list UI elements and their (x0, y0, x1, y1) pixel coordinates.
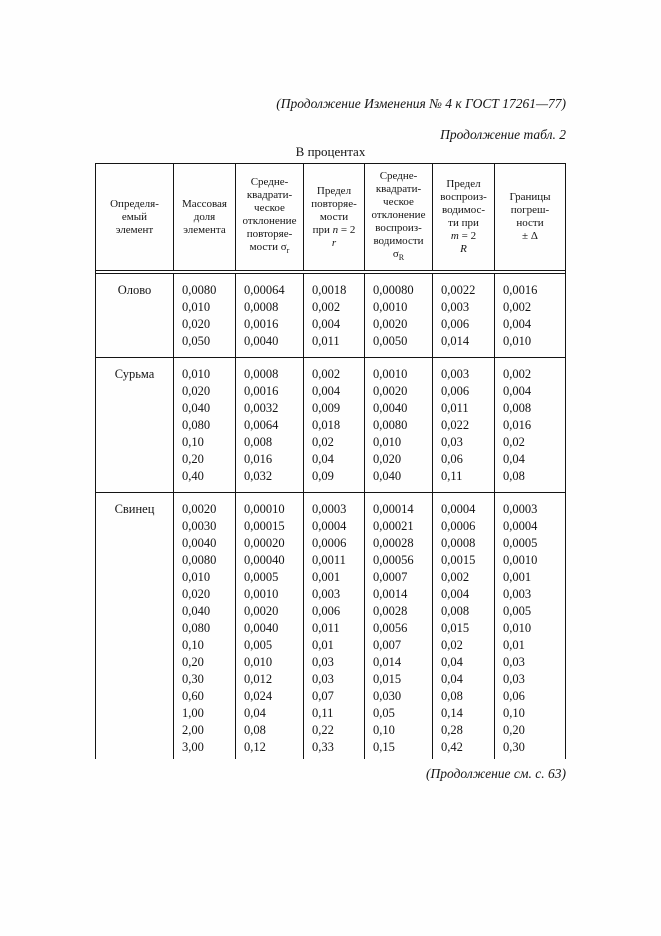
value-cell: 0,006 (312, 604, 341, 618)
value-cell: 0,05 (373, 706, 395, 720)
value-cell: 0,04 (503, 452, 525, 466)
value-cell: 0,024 (244, 689, 273, 703)
values-column-repeatability-limit (304, 274, 365, 357)
value-cell: 0,022 (441, 418, 470, 432)
table-section-olovo (96, 274, 565, 358)
amendment-header-note: (Продолжение Изменения № 4 к ГОСТ 17261—77) (276, 96, 566, 111)
value-cell: 0,003 (441, 367, 470, 381)
value-cell: 0,0016 (503, 283, 538, 297)
table-body (96, 274, 565, 759)
value-cell: 0,10 (373, 723, 395, 737)
value-cell: 0,016 (503, 418, 532, 432)
value-cell: 0,10 (503, 706, 525, 720)
value-cell: 0,004 (503, 384, 532, 398)
value-cell: 0,011 (312, 334, 340, 348)
values-column-mass-fraction (174, 493, 236, 759)
value-cell: 0,00014 (373, 502, 414, 516)
value-cell: 0,11 (312, 706, 334, 720)
value-cell: 0,0020 (373, 317, 408, 331)
values-column-repeatability-sd (236, 493, 304, 759)
value-cell: 0,00021 (373, 519, 414, 533)
value-cell: 0,33 (312, 740, 334, 754)
value-cell: 0,0004 (503, 519, 538, 533)
values-column-mass-fraction (174, 358, 236, 492)
column-header-error-bounds: Границы погреш- ности ± Δ (509, 191, 551, 242)
value-cell: 0,007 (373, 638, 402, 652)
value-cell: 0,003 (312, 587, 341, 601)
value-cell: 0,016 (244, 452, 273, 466)
value-cell: 0,20 (503, 723, 525, 737)
value-cell: 0,006 (441, 384, 470, 398)
value-cell: 0,14 (441, 706, 463, 720)
value-cell: 0,010 (182, 367, 211, 381)
value-cell: 0,002 (503, 300, 532, 314)
value-cell: 0,30 (503, 740, 525, 754)
value-cell: 0,0006 (441, 519, 476, 533)
value-cell: 0,002 (503, 367, 532, 381)
value-cell: 0,0020 (182, 502, 217, 516)
column-header-reproducibility-sd: Средне- квадрати- ческое отклонение воспроиз- водимости $\sigma_R$ (365, 164, 433, 270)
value-cell: 0,018 (312, 418, 341, 432)
value-cell: 0,0010 (373, 300, 408, 314)
values-column-mass-fraction (174, 274, 236, 357)
value-cell: 0,22 (312, 723, 334, 737)
value-cell: 0,03 (503, 655, 525, 669)
value-cell: 0,001 (312, 570, 341, 584)
value-cell: 0,0022 (441, 283, 476, 297)
value-cell: 0,0014 (373, 587, 408, 601)
values-column-reproducibility-sd (365, 274, 433, 357)
value-cell: 0,004 (312, 317, 341, 331)
value-cell: 0,005 (244, 638, 273, 652)
precision-table (95, 163, 566, 759)
value-cell: 0,0032 (244, 401, 279, 415)
value-cell: 0,0007 (373, 570, 408, 584)
value-cell: 0,020 (182, 587, 211, 601)
value-cell: 0,020 (182, 384, 211, 398)
value-cell: 0,01 (312, 638, 334, 652)
values-column-reproducibility-sd (365, 493, 433, 759)
value-cell: 3,00 (182, 740, 204, 754)
value-cell: 0,06 (503, 689, 525, 703)
value-cell: 0,08 (503, 469, 525, 483)
value-cell: 0,010 (503, 621, 532, 635)
element-name: Свинец (96, 493, 174, 759)
values-column-error-bounds (495, 274, 565, 357)
element-name: Сурьма (96, 358, 174, 492)
value-cell: 0,030 (373, 689, 402, 703)
column-header-reproducibility-limit: Предел воспроиз- водимос- ти при m = 2 R (433, 164, 495, 270)
value-cell: 2,00 (182, 723, 204, 737)
value-cell: 0,07 (312, 689, 334, 703)
value-cell: 0,011 (441, 401, 469, 415)
value-cell: 0,050 (182, 334, 211, 348)
value-cell: 0,0010 (244, 587, 279, 601)
value-cell: 0,004 (503, 317, 532, 331)
value-cell: 0,02 (441, 638, 463, 652)
value-cell: 0,03 (312, 672, 334, 686)
value-cell: 0,0040 (373, 401, 408, 415)
value-cell: 0,080 (182, 621, 211, 635)
value-cell: 0,11 (441, 469, 463, 483)
value-cell: 0,08 (244, 723, 266, 737)
value-cell: 0,0010 (373, 367, 408, 381)
value-cell: 0,015 (373, 672, 402, 686)
value-cell: 0,0004 (312, 519, 347, 533)
value-cell: 0,04 (441, 655, 463, 669)
value-cell: 0,002 (312, 367, 341, 381)
value-cell: 0,020 (373, 452, 402, 466)
value-cell: 0,15 (373, 740, 395, 754)
value-cell: 0,01 (503, 638, 525, 652)
value-cell: 0,003 (441, 300, 470, 314)
values-column-error-bounds (495, 493, 565, 759)
table-continuation-caption: Продолжение табл. 2 (440, 127, 566, 142)
values-column-error-bounds (495, 358, 565, 492)
value-cell: 0,004 (441, 587, 470, 601)
column-header-element: Определя- емый элемент (96, 164, 174, 270)
value-cell: 0,0005 (503, 536, 538, 550)
table-section-surma (96, 358, 565, 493)
value-cell: 0,0040 (182, 536, 217, 550)
value-cell: 0,03 (441, 435, 463, 449)
values-column-repeatability-sd (236, 274, 304, 357)
value-cell: 0,03 (503, 672, 525, 686)
value-cell: 0,00080 (373, 283, 414, 297)
value-cell: 0,00056 (373, 553, 414, 567)
units-label: В процентах (295, 144, 366, 159)
value-cell: 0,011 (312, 621, 340, 635)
values-column-repeatability-limit (304, 493, 365, 759)
value-cell: 0,0011 (312, 553, 346, 567)
value-cell: 0,0040 (244, 334, 279, 348)
value-cell: 0,08 (441, 689, 463, 703)
value-cell: 0,10 (182, 435, 204, 449)
value-cell: 0,0003 (312, 502, 347, 516)
values-column-reproducibility-limit (433, 493, 495, 759)
value-cell: 0,001 (503, 570, 532, 584)
values-column-repeatability-sd (236, 358, 304, 492)
value-cell: 0,0006 (312, 536, 347, 550)
value-cell: 0,0050 (373, 334, 408, 348)
value-cell: 0,032 (244, 469, 273, 483)
value-cell: 0,008 (244, 435, 273, 449)
value-cell: 0,02 (503, 435, 525, 449)
value-cell: 0,0080 (182, 283, 217, 297)
value-cell: 0,00028 (373, 536, 414, 550)
value-cell: 0,0008 (244, 300, 279, 314)
value-cell: 0,080 (182, 418, 211, 432)
value-cell: 0,04 (312, 452, 334, 466)
value-cell: 0,004 (312, 384, 341, 398)
value-cell: 0,010 (373, 435, 402, 449)
value-cell: 0,005 (503, 604, 532, 618)
value-cell: 0,0010 (503, 553, 538, 567)
values-column-reproducibility-limit (433, 358, 495, 492)
value-cell: 0,012 (244, 672, 273, 686)
value-cell: 0,09 (312, 469, 334, 483)
value-cell: 0,0008 (244, 367, 279, 381)
value-cell: 0,015 (441, 621, 470, 635)
value-cell: 0,60 (182, 689, 204, 703)
value-cell: 0,002 (312, 300, 341, 314)
value-cell: 0,0056 (373, 621, 408, 635)
value-cell: 0,040 (373, 469, 402, 483)
value-cell: 0,0080 (373, 418, 408, 432)
value-cell: 0,28 (441, 723, 463, 737)
value-cell: 0,0015 (441, 553, 476, 567)
value-cell: 0,0080 (182, 553, 217, 567)
value-cell: 0,014 (441, 334, 470, 348)
value-cell: 0,06 (441, 452, 463, 466)
value-cell: 0,02 (312, 435, 334, 449)
value-cell: 0,00020 (244, 536, 285, 550)
value-cell: 0,0008 (441, 536, 476, 550)
value-cell: 0,10 (182, 638, 204, 652)
value-cell: 0,020 (182, 317, 211, 331)
value-cell: 0,0016 (244, 384, 279, 398)
value-cell: 0,0004 (441, 502, 476, 516)
value-cell: 0,20 (182, 452, 204, 466)
value-cell: 0,003 (503, 587, 532, 601)
value-cell: 0,20 (182, 655, 204, 669)
continuation-footer-note: (Продолжение см. с. 63) (426, 766, 566, 781)
value-cell: 0,010 (244, 655, 273, 669)
column-header-repeatability-limit: Предел повторяе- мости при n = 2 r (304, 164, 365, 270)
value-cell: 0,014 (373, 655, 402, 669)
value-cell: 0,010 (182, 570, 211, 584)
value-cell: 0,010 (182, 300, 211, 314)
value-cell: 0,0030 (182, 519, 217, 533)
value-cell: 0,04 (441, 672, 463, 686)
column-header-mass-fraction: Массовая доля элемента (174, 164, 236, 270)
value-cell: 0,0028 (373, 604, 408, 618)
value-cell: 0,009 (312, 401, 341, 415)
value-cell: 0,0005 (244, 570, 279, 584)
value-cell: 0,42 (441, 740, 463, 754)
value-cell: 0,03 (312, 655, 334, 669)
values-column-reproducibility-sd (365, 358, 433, 492)
values-column-reproducibility-limit (433, 274, 495, 357)
value-cell: 1,00 (182, 706, 204, 720)
value-cell: 0,0040 (244, 621, 279, 635)
value-cell: 0,00010 (244, 502, 285, 516)
value-cell: 0,010 (503, 334, 532, 348)
value-cell: 0,040 (182, 604, 211, 618)
column-header-repeatability-sd: Средне- квадрати- ческое отклонение повторяе- мости $\sigma_r$ (236, 164, 304, 270)
content-area (95, 0, 566, 782)
values-column-repeatability-limit (304, 358, 365, 492)
value-cell: 0,0016 (244, 317, 279, 331)
value-cell: 0,30 (182, 672, 204, 686)
element-name: Олово (96, 274, 174, 357)
value-cell: 0,002 (441, 570, 470, 584)
table-header-row (96, 164, 565, 274)
value-cell: 0,00015 (244, 519, 285, 533)
value-cell: 0,12 (244, 740, 266, 754)
value-cell: 0,00040 (244, 553, 285, 567)
value-cell: 0,008 (441, 604, 470, 618)
value-cell: 0,0018 (312, 283, 347, 297)
value-cell: 0,04 (244, 706, 266, 720)
value-cell: 0,006 (441, 317, 470, 331)
table-section-svinets (96, 493, 565, 759)
value-cell: 0,40 (182, 469, 204, 483)
value-cell: 0,040 (182, 401, 211, 415)
value-cell: 0,0020 (373, 384, 408, 398)
value-cell: 0,008 (503, 401, 532, 415)
value-cell: 0,0020 (244, 604, 279, 618)
value-cell: 0,0064 (244, 418, 279, 432)
value-cell: 0,0003 (503, 502, 538, 516)
value-cell: 0,00064 (244, 283, 285, 297)
